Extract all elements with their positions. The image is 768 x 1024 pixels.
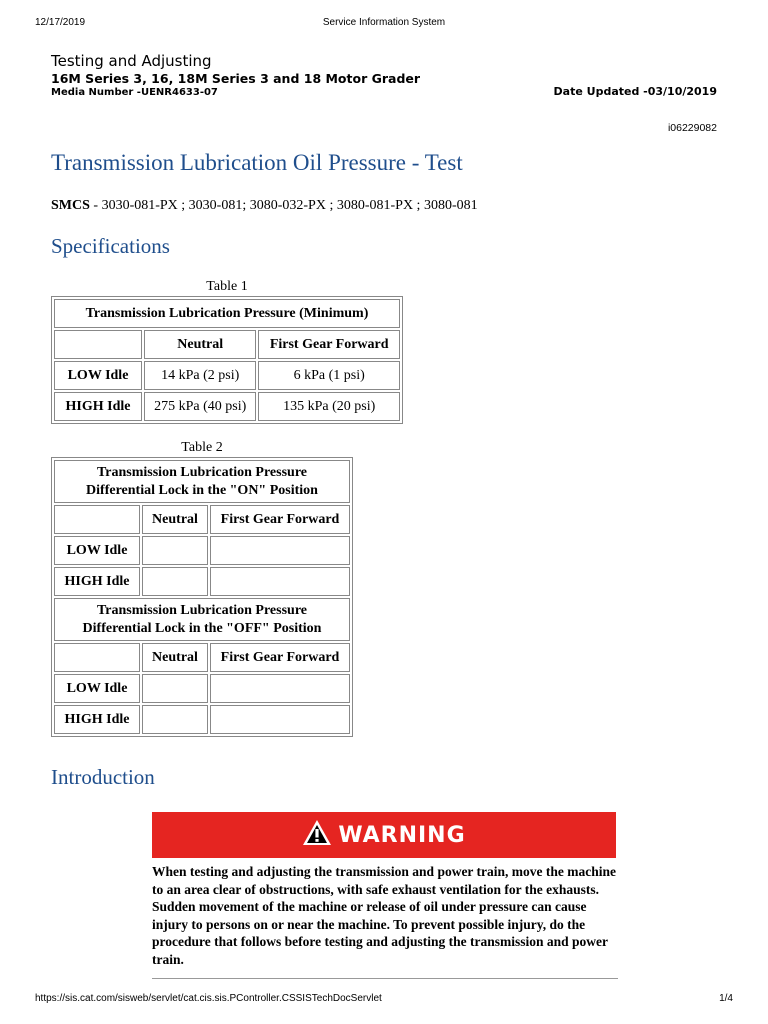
table-cell: 14 kPa (2 psi) [144,361,256,390]
block-title-line1: Transmission Lubrication Pressure [96,602,308,618]
table1-col-neutral: Neutral [144,330,256,359]
table-cell [210,536,350,565]
table-row [54,567,350,596]
table2-caption: Table 2 [181,440,223,455]
table-cell [142,705,208,734]
block-title-line1: Transmission Lubrication Pressure [96,464,308,480]
smcs-codes [51,198,478,214]
table2-corner-cell [54,643,140,672]
row-label: LOW Idle [54,361,142,390]
row-label: LOW Idle [54,536,140,565]
table-cell [210,705,350,734]
introduction-heading: Introduction [51,765,155,789]
table-cell: 6 kPa (1 psi) [258,361,400,390]
document-subtitle: 16M Series 3, 16, 18M Series 3 and 18 Motor Grader [51,71,421,86]
page-title: Transmission Lubrication Oil Pressure - Test [51,150,463,175]
table-cell [210,567,350,596]
row-label: HIGH Idle [54,392,142,421]
footer-url: https://sis.cat.com/sisweb/servlet/cat.cis.sis.PController.CSSISTechDocServlet [35,993,382,1004]
table-row [54,330,400,359]
table-row [54,361,400,390]
table-row [54,392,400,421]
table-cell [142,674,208,703]
table2-corner-cell [54,505,140,534]
table-row [54,299,400,328]
specifications-heading: Specifications [51,234,170,258]
table-cell [142,567,208,596]
warning-label: WARNING [338,822,466,848]
table1-caption: Table 1 [206,279,248,294]
print-date: 12/17/2019 [35,17,86,28]
table-cell: 275 kPa (40 psi) [144,392,256,421]
table-cell: 135 kPa (20 psi) [258,392,400,421]
table2-col-first-gear: First Gear Forward [210,643,350,672]
date-updated: Date Updated -03/10/2019 [553,85,717,98]
warning-banner [152,812,616,858]
block-title-line2: Differential Lock in the "OFF" Position [82,620,322,636]
document-id: i06229082 [667,122,717,134]
footer-page-number: 1/4 [719,993,733,1004]
table2-col-neutral: Neutral [142,505,208,534]
row-label: HIGH Idle [54,705,140,734]
table1-lubrication-pressure [51,296,403,424]
table2-col-first-gear: First Gear Forward [210,505,350,534]
table1-corner-cell [54,330,142,359]
table-row [54,674,350,703]
table2-differential-lock-pressure [51,457,353,737]
table-row [54,460,350,503]
table-row [54,705,350,734]
table-row [54,598,350,641]
row-label: LOW Idle [54,674,140,703]
table2-col-neutral: Neutral [142,643,208,672]
print-header-title: Service Information System [322,17,446,28]
table1-col-first-gear: First Gear Forward [258,330,400,359]
table1-title: Transmission Lubrication Pressure (Minimum) [54,299,400,328]
media-number: Media Number -UENR4633-07 [51,87,218,98]
warning-divider [152,978,618,979]
table-row [54,505,350,534]
smcs-label: SMCS [51,198,90,213]
block-title-line2: Differential Lock in the "ON" Position [86,482,318,498]
warning-text: When testing and adjusting the transmission and power train, move the machine to an area clear of obstructions, with safe exhaust ventilation for the exhausts. Sudden movement of the machine or release of oil under pressure can cause injury to persons on or near the machine. To prevent possible injury, do the procedure that follows before testing and adjusting the transmission and power train. [152,864,617,967]
warning-triangle-icon [302,819,332,851]
table-cell [210,674,350,703]
row-label: HIGH Idle [54,567,140,596]
table-cell [142,536,208,565]
document-type: Testing and Adjusting [51,52,212,70]
table2-off-block-title [54,598,350,641]
table2-on-block-title [54,460,350,503]
table-row [54,536,350,565]
table-row [54,643,350,672]
smcs-code-list: - 3030-081-PX ; 3030-081; 3080-032-PX ; 3080-081-PX ; 3080-081 [89,198,478,213]
